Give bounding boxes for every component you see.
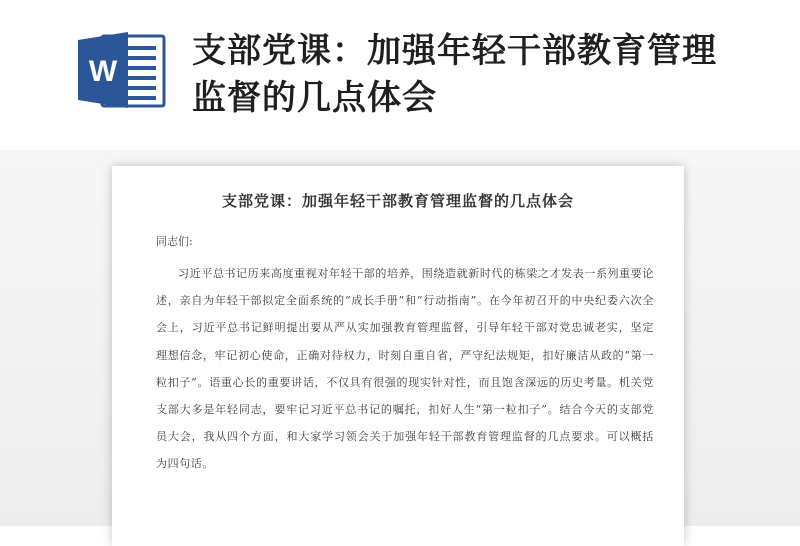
word-icon-letter: W — [88, 55, 118, 88]
document-paragraph: 习近平总书记历来高度重视对年轻干部的培养，围绕造就新时代的栋梁之才发表一系列重要论述，亲自为年轻干部拟定全面系统的“成长手册”和“行动指南”。在今年初召开的中央纪委六次全会上，习近平总书记鲜明提出要从严从实加强教育管理监督，引导年轻干部对党忠诚老实，坚定理想信念，牢记初心使命，正确对待权力，时刻自重自省，严守纪法规矩，扣好廉洁从政的“第一粒扣子”。语重心长的重要讲话，不仅具有很强的现实针对性，而且饱含深远的历史考量。机关党支部大多是年轻同志，要牢记习近平总书记的嘱托，扣好人生“第一粒扣子”。结合今天的支部党员大会，我从四个方面，和大家学习领会关于加强年轻干部教育管理监督的几点要求。可以概括为四句话。 — [156, 267, 654, 471]
header-banner — [0, 0, 800, 160]
document-title: 支部党课：加强年轻干部教育管理监督的几点体会 — [221, 192, 574, 210]
word-document-icon — [76, 30, 166, 110]
document-page — [112, 166, 684, 546]
document-salutation: 同志们: — [156, 235, 193, 248]
page-headline: 支部党课：加强年轻干部教育管理监督的几点体会 — [192, 31, 717, 118]
